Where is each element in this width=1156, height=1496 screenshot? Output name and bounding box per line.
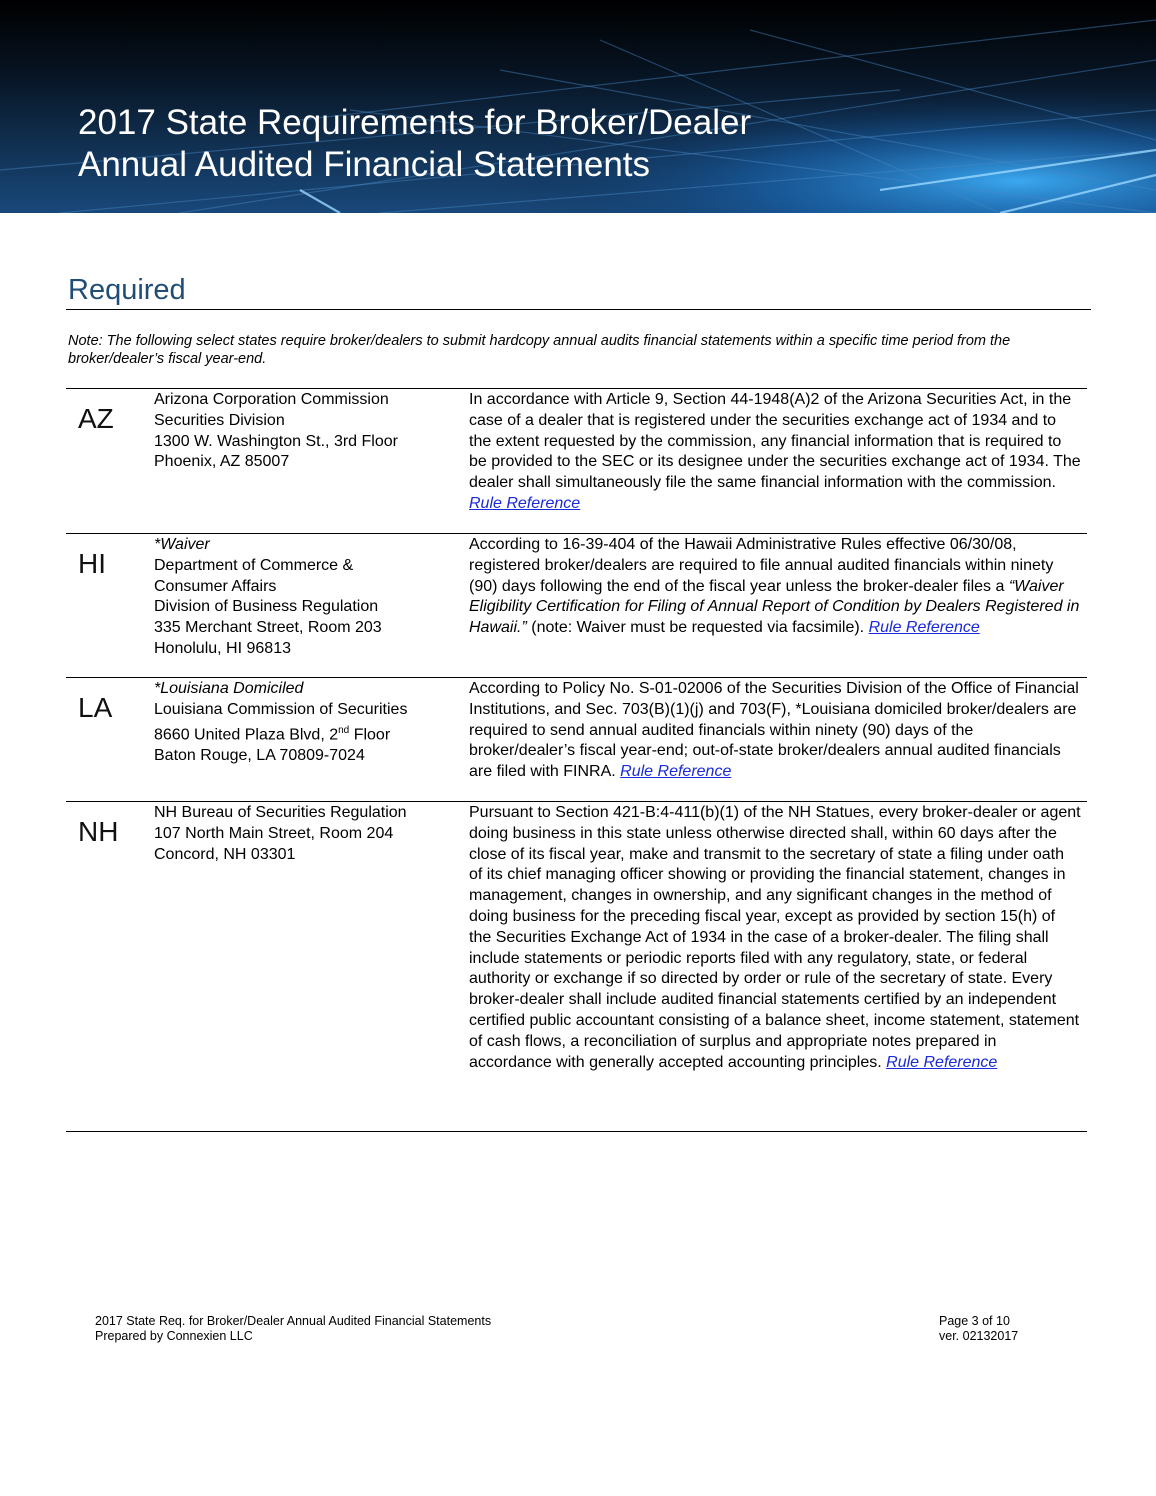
state-address-nh bbox=[154, 803, 454, 865]
address-line: Honolulu, HI 96813 bbox=[154, 639, 291, 657]
version: ver. 02132017 bbox=[939, 1329, 1019, 1343]
state-code-nh: NH bbox=[78, 816, 119, 847]
address-line: 335 Merchant Street, Room 203 bbox=[154, 619, 382, 637]
footer-left bbox=[95, 1314, 491, 1344]
footer-document-name: 2017 State Req. for Broker/Dealer Annual Audited Financial Statements bbox=[95, 1314, 492, 1328]
address-line-part: Floor bbox=[349, 725, 391, 743]
address-line: Arizona Corporation Commission bbox=[154, 391, 389, 408]
rule-reference-link-la[interactable]: Rule Reference bbox=[620, 763, 732, 781]
address-line: 1300 W. Washington St., 3rd Floor bbox=[154, 432, 398, 450]
document-title bbox=[78, 102, 751, 186]
title-line-2: Annual Audited Financial Statements bbox=[78, 145, 651, 184]
section-title: Required bbox=[68, 274, 186, 306]
address-line: Department of Commerce & bbox=[154, 556, 354, 574]
waiver-note: *Waiver bbox=[154, 536, 210, 553]
address-line: Consumer Affairs bbox=[154, 577, 277, 595]
state-code-la: LA bbox=[78, 692, 113, 723]
section-note: Note: The following select states require broker/dealers to submit hardcopy annual audits financial statements within a specific time period from the broker/dealer’s fiscal year-end. bbox=[68, 333, 1011, 367]
state-requirement-nh bbox=[469, 803, 1081, 1073]
rule-reference-link-hi[interactable]: Rule Reference bbox=[868, 619, 980, 637]
address-line: Baton Rouge, LA 70809-7024 bbox=[154, 746, 365, 764]
ordinal-suffix: nd bbox=[338, 724, 350, 736]
footer-author: Prepared by Connexien LLC bbox=[95, 1329, 253, 1343]
rule-reference-link-nh[interactable]: Rule Reference bbox=[886, 1053, 998, 1071]
requirement-text: According to 16-39-404 of the Hawaii Administrative Rules effective 06/30/08, registered broker/dealers are required to file annual audited financials within ninety (90) days following the end of the fiscal year unless the broker-dealer files a bbox=[469, 536, 1054, 595]
requirement-text: Pursuant to Section 421-B:4-411(b)(1) of the NH Statues, every broker-dealer or agent doing business in this state unless otherwise directed shall, within 60 days after the close of its fiscal year, make and transmit to the secretary of state a filing under oath of its chief managing officer showing or providing the financial statement, changes in management, changes in ownership, and any significant changes in the method of doing business for the preceding fiscal year, except as provided by section 15(h) of the Securities Exchange Act of 1934 in the case of a broker-dealer. The filing shall include statements or periodic reports filed with any regulatory, state, or federal authority or exchange if so directed by order or rule of the secretary of state. Every broker-dealer shall include audited financial statements certified by an independent certified public accountant consisting of a balance sheet, income statement, statement of cash flows, a reconciliation of surplus and appropriate notes prepared in accordance with generally accepted accounting principles. bbox=[469, 804, 1081, 1071]
requirement-text: According to Policy No. S-01-02006 of the Securities Division of the Office of Financial Institutions, and Sec. 703(B)(1)(j) and 703(F), *Louisiana domiciled broker/dealers are required to send annual audited financials within ninety (90) days of the broker/dealer’s fiscal year-end; out-of-state broker/dealers annual audited financials are filed with FINRA. bbox=[469, 680, 1079, 781]
address-line bbox=[154, 721, 454, 746]
waiver-form-title: “Waiver Eligibility Certification for Filing of Annual Report of Condition by Dealers Registered in Hawaii.” bbox=[469, 577, 1080, 637]
title-line-1: 2017 State Requirements for Broker/Dealer bbox=[78, 103, 752, 142]
row-divider bbox=[66, 388, 1087, 389]
address-line: Division of Business Regulation bbox=[154, 598, 379, 616]
requirement-text-note: (note: Waiver must be requested via facsimile). bbox=[526, 619, 865, 637]
state-address-hi bbox=[154, 535, 454, 660]
domicile-note: *Louisiana Domiciled bbox=[154, 680, 304, 697]
address-line: Phoenix, AZ 85007 bbox=[154, 453, 290, 471]
address-line-part: 8660 United Plaza Blvd, 2 bbox=[154, 725, 339, 743]
address-line: 107 North Main Street, Room 204 bbox=[154, 824, 394, 842]
section-divider bbox=[66, 309, 1091, 310]
rule-reference-link-az[interactable]: Rule Reference bbox=[469, 494, 581, 512]
state-address-az bbox=[154, 390, 454, 473]
address-line: Louisiana Commission of Securities bbox=[154, 700, 408, 718]
header-banner bbox=[0, 0, 1156, 213]
address-line: Securities Division bbox=[154, 411, 285, 429]
page-number: Page 3 of 10 bbox=[939, 1314, 1010, 1328]
state-code-az: AZ bbox=[78, 403, 114, 434]
state-address-la bbox=[154, 679, 454, 767]
requirement-text: In accordance with Article 9, Section 44-1948(A)2 of the Arizona Securities Act, in the case of a dealer that is registered under the securities exchange act of 1934 and to the extent requested by the commission, any financial information that is required to be provided to the SEC or its designee under the securities exchange act of 1934. The dealer shall simultaneously file the same financial information with the commission. bbox=[469, 391, 1081, 492]
row-divider bbox=[66, 677, 1087, 678]
row-divider bbox=[66, 801, 1087, 802]
state-requirement-la bbox=[469, 679, 1081, 783]
state-code-hi: HI bbox=[78, 548, 106, 579]
table-bottom-divider bbox=[66, 1131, 1087, 1132]
state-requirement-az bbox=[469, 390, 1081, 515]
row-divider bbox=[66, 533, 1087, 534]
state-requirement-hi bbox=[469, 535, 1081, 639]
footer-right bbox=[939, 1314, 1018, 1344]
address-line: NH Bureau of Securities Regulation bbox=[154, 804, 407, 821]
address-line: Concord, NH 03301 bbox=[154, 845, 296, 863]
